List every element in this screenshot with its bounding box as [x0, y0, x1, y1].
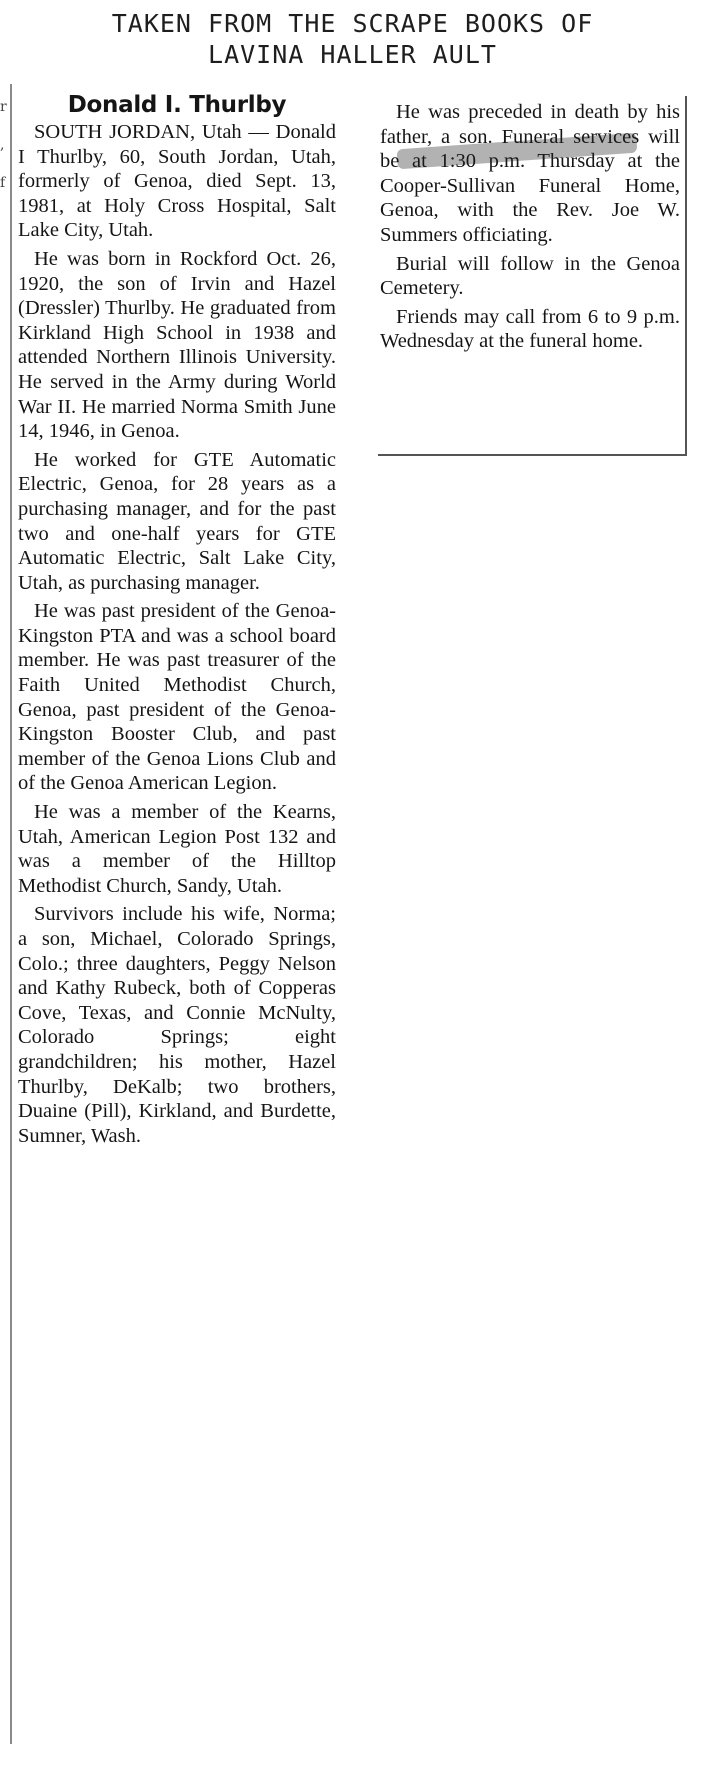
obituary-paragraph-9: Friends may call from 6 to 9 p.m. Wednesday at the funeral home. [380, 305, 680, 353]
obituary-paragraph-1: SOUTH JORDAN, Utah — Donald I Thurlby, 60, South Jordan, Utah, formerly of Genoa, died Sept. 13, 1981, at Holy Cross Hospital, Salt Lake City, Utah. [18, 121, 336, 242]
obituary-paragraph-8: Burial will follow in the Genoa Cemetery. [380, 252, 680, 300]
margin-marks: r , f [0, 99, 7, 191]
obituary-paragraph-7: He was preceded in death by his father, a son. Funeral services will be at 1:30 p.m. Thursday at the Cooper-Sullivan Funeral Home, Genoa, with the Rev. Joe W. Summers officiating. [380, 101, 680, 246]
obituary-name: Donald I. Thurlby [67, 92, 287, 118]
clipping-left-edge [10, 84, 12, 1744]
obituary-paragraph-4: He was past president of the Genoa-Kingston PTA and was a school board member. He was past treasurer of the Faith United Methodist Church, Genoa, past president of the Genoa-Kingston Booster Club, and past member of the Genoa Lions Club and of the Genoa American Legion. [18, 600, 336, 795]
obituary-paragraph-6: Survivors include his wife, Norma; a son, Michael, Colorado Springs, Colo.; three daughters, Peggy Nelson and Kathy Rubeck, both of Copperas Cove, Texas, and Connie McNulty, Colorado Springs; eight grandchildren; his mother, Hazel Thurlby, DeKalb; two brothers, Duaine (Pill), Kirkland, and Burdette, Sumner, Wash. [18, 903, 336, 1147]
obituary-paragraph-5: He was a member of the Kearns, Utah, American Legion Post 132 and was a member of the Hilltop Methodist Church, Sandy, Utah. [18, 801, 336, 897]
obituary-paragraph-3: He worked for GTE Automatic Electric, Genoa, for 28 years as a purchasing manager, and for the past two and one-half years for GTE Automatic Electric, Salt Lake City, Utah, as purchasing manager. [18, 448, 336, 594]
obituary-left-column [18, 92, 336, 1152]
obituary-paragraph-2: He was born in Rockford Oct. 26, 1920, the son of Irvin and Hazel (Dressler) Thurlby. He graduated from Kirkland High School in 1938 and attended Northern Illinois University. He served in the Army during World War II. He married Norma Smith June 14, 1946, in Genoa. [18, 247, 336, 443]
scrapbook-header [0, 8, 705, 70]
header-line-2: LAVINA HALLER AULT [208, 40, 497, 69]
header-line-1: TAKEN FROM THE SCRAPE BOOKS OF [111, 9, 594, 38]
